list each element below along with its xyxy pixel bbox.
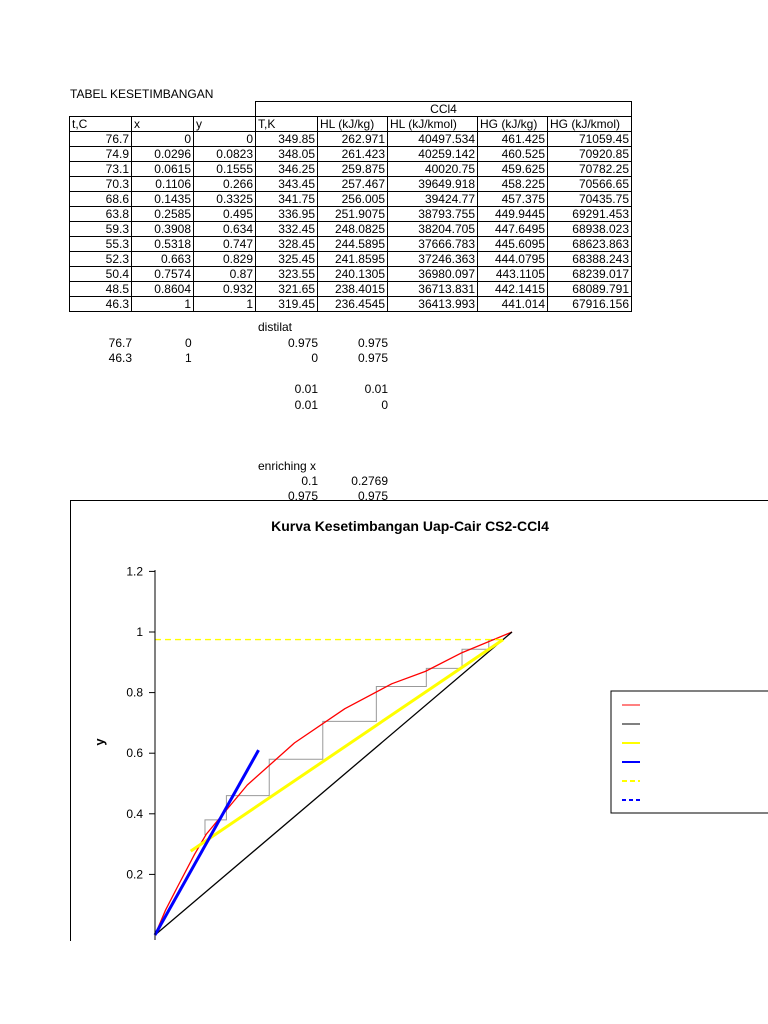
- table-cell[interactable]: 63.8: [70, 207, 132, 222]
- column-header[interactable]: T,K: [256, 117, 318, 132]
- table-cell[interactable]: 0.0615: [132, 162, 194, 177]
- table-cell[interactable]: 332.45: [256, 222, 318, 237]
- table-cell[interactable]: 238.4015: [318, 282, 388, 297]
- table-cell[interactable]: 447.6495: [478, 222, 548, 237]
- table-cell[interactable]: 59.3: [70, 222, 132, 237]
- block1-r0-c3[interactable]: 0.975: [357, 336, 388, 350]
- block1-r0-c0[interactable]: 76.7: [108, 336, 132, 350]
- table-cell[interactable]: 40020.75: [388, 162, 478, 177]
- y-tick-label: 0.4: [126, 806, 143, 821]
- table-cell[interactable]: 48.5: [70, 282, 132, 297]
- table-cell[interactable]: 349.85: [256, 132, 318, 147]
- table-cell[interactable]: 0.663: [132, 252, 194, 267]
- column-header[interactable]: HL (kJ/kmol): [388, 117, 478, 132]
- table-cell[interactable]: 1: [194, 297, 256, 312]
- table-cell[interactable]: 76.7: [70, 132, 132, 147]
- block2-r0-c0[interactable]: 0.01: [294, 382, 318, 396]
- y-tick-label: 1: [136, 625, 143, 639]
- table-cell[interactable]: 36980.097: [388, 267, 478, 282]
- table-cell[interactable]: 0.3908: [132, 222, 194, 237]
- table-cell[interactable]: 0.8604: [132, 282, 194, 297]
- table-cell[interactable]: 460.525: [478, 147, 548, 162]
- distilat-label[interactable]: distilat: [258, 320, 293, 334]
- table-cell[interactable]: 442.1415: [478, 282, 548, 297]
- table-cell[interactable]: 0.266: [194, 177, 256, 192]
- table-cell[interactable]: 36413.993: [388, 297, 478, 312]
- block1-r0-c2[interactable]: 0.975: [287, 336, 318, 350]
- table-cell[interactable]: 39649.918: [388, 177, 478, 192]
- table-cell[interactable]: 0.1106: [132, 177, 194, 192]
- column-header[interactable]: y: [194, 117, 256, 132]
- table-cell[interactable]: 323.55: [256, 267, 318, 282]
- block1-r1-c3[interactable]: 0.975: [357, 351, 388, 365]
- table-cell[interactable]: 0.0296: [132, 147, 194, 162]
- table-cell[interactable]: 1: [132, 297, 194, 312]
- table-cell[interactable]: 71059.45: [548, 132, 632, 147]
- table-cell[interactable]: 37666.783: [388, 237, 478, 252]
- block2-r0-c1[interactable]: 0.01: [364, 382, 388, 396]
- legend-box: [611, 691, 768, 813]
- table-cell[interactable]: 0.87: [194, 267, 256, 282]
- table-cell[interactable]: 319.45: [256, 297, 318, 312]
- table-cell[interactable]: 68.6: [70, 192, 132, 207]
- table-cell[interactable]: 0.932: [194, 282, 256, 297]
- table-cell[interactable]: 241.8595: [318, 252, 388, 267]
- table-cell[interactable]: 321.65: [256, 282, 318, 297]
- table-cell[interactable]: 36713.831: [388, 282, 478, 297]
- chart-title: Kurva Kesetimbangan Uap-Cair CS2-CCl4: [271, 518, 549, 534]
- sheet-title: TABEL KESETIMBANGAN: [70, 87, 214, 101]
- table-cell[interactable]: 259.875: [318, 162, 388, 177]
- table-cell[interactable]: 248.0825: [318, 222, 388, 237]
- table-cell[interactable]: 0.0823: [194, 147, 256, 162]
- table-cell[interactable]: 40497.534: [388, 132, 478, 147]
- column-header[interactable]: HL (kJ/kg): [318, 117, 388, 132]
- table-cell[interactable]: 70435.75: [548, 192, 632, 207]
- y-axis-label: y: [92, 738, 107, 746]
- table-cell[interactable]: 449.9445: [478, 207, 548, 222]
- group-header[interactable]: CCl4: [256, 102, 632, 117]
- table-cell[interactable]: 70782.25: [548, 162, 632, 177]
- y-tick-label: 0.2: [126, 867, 143, 882]
- table-cell[interactable]: 461.425: [478, 132, 548, 147]
- table-cell[interactable]: 74.9: [70, 147, 132, 162]
- table-cell[interactable]: 441.014: [478, 297, 548, 312]
- column-header[interactable]: x: [132, 117, 194, 132]
- table-cell[interactable]: 244.5895: [318, 237, 388, 252]
- table-cell[interactable]: 68089.791: [548, 282, 632, 297]
- table-cell[interactable]: 0.1555: [194, 162, 256, 177]
- table-cell[interactable]: 343.45: [256, 177, 318, 192]
- table-cell[interactable]: 444.0795: [478, 252, 548, 267]
- series-line-2: [191, 640, 503, 852]
- table-cell[interactable]: 37246.363: [388, 252, 478, 267]
- column-header[interactable]: HG (kJ/kg): [478, 117, 548, 132]
- table-cell[interactable]: 457.375: [478, 192, 548, 207]
- table-cell[interactable]: 39424.77: [388, 192, 478, 207]
- table-cell[interactable]: 50.4: [70, 267, 132, 282]
- block2-r1-c0[interactable]: 0.01: [294, 398, 318, 412]
- column-header[interactable]: t,C: [70, 117, 132, 132]
- table-cell[interactable]: 0.3325: [194, 192, 256, 207]
- table-cell[interactable]: 251.9075: [318, 207, 388, 222]
- block1-r1-c2[interactable]: 0: [311, 351, 318, 365]
- table-cell[interactable]: 262.971: [318, 132, 388, 147]
- table-cell[interactable]: 256.005: [318, 192, 388, 207]
- table-cell[interactable]: 0.747: [194, 237, 256, 252]
- table-cell[interactable]: 348.05: [256, 147, 318, 162]
- table-cell[interactable]: 38204.705: [388, 222, 478, 237]
- table-cell[interactable]: 443.1105: [478, 267, 548, 282]
- table-cell[interactable]: 67916.156: [548, 297, 632, 312]
- table-cell[interactable]: 70920.85: [548, 147, 632, 162]
- block1-r1-c1[interactable]: 1: [185, 351, 192, 365]
- table-cell[interactable]: 341.75: [256, 192, 318, 207]
- table-cell[interactable]: 0.829: [194, 252, 256, 267]
- table-cell[interactable]: 445.6095: [478, 237, 548, 252]
- column-header[interactable]: HG (kJ/kmol): [548, 117, 632, 132]
- table-cell[interactable]: 0.2585: [132, 207, 194, 222]
- table-cell[interactable]: 257.467: [318, 177, 388, 192]
- enriching-label[interactable]: enriching x: [258, 459, 317, 473]
- table-cell[interactable]: 70.3: [70, 177, 132, 192]
- table-cell[interactable]: 52.3: [70, 252, 132, 267]
- block3-r0-c1[interactable]: 0.2769: [351, 474, 388, 488]
- block1-r1-c0[interactable]: 46.3: [108, 351, 132, 365]
- block3-r0-c0[interactable]: 0.1: [301, 474, 318, 488]
- series-line-1: [155, 632, 512, 935]
- table-cell[interactable]: 236.4545: [318, 297, 388, 312]
- block3-r1-c1[interactable]: 0.975: [357, 489, 388, 503]
- table-cell[interactable]: 69291.453: [548, 207, 632, 222]
- table-cell[interactable]: 0: [194, 132, 256, 147]
- table-cell[interactable]: 68938.023: [548, 222, 632, 237]
- table-cell[interactable]: 458.225: [478, 177, 548, 192]
- block2-r1-c1[interactable]: 0: [381, 398, 388, 412]
- table-cell[interactable]: 70566.65: [548, 177, 632, 192]
- table-cell[interactable]: 0.7574: [132, 267, 194, 282]
- table-cell[interactable]: 0.1435: [132, 192, 194, 207]
- table-cell[interactable]: 38793.755: [388, 207, 478, 222]
- table-cell[interactable]: 40259.142: [388, 147, 478, 162]
- table-cell[interactable]: 240.1305: [318, 267, 388, 282]
- block3-r1-c0[interactable]: 0.975: [287, 489, 318, 503]
- table-cell[interactable]: 0.634: [194, 222, 256, 237]
- table-cell[interactable]: 261.423: [318, 147, 388, 162]
- table-cell[interactable]: 0.5318: [132, 237, 194, 252]
- block1-r0-c1[interactable]: 0: [185, 336, 192, 350]
- table-cell[interactable]: 0.495: [194, 207, 256, 222]
- table-cell[interactable]: 46.3: [70, 297, 132, 312]
- table-cell[interactable]: 328.45: [256, 237, 318, 252]
- table-cell[interactable]: 55.3: [70, 237, 132, 252]
- y-tick-label: 0.6: [126, 746, 143, 761]
- table-cell[interactable]: 459.625: [478, 162, 548, 177]
- table-cell[interactable]: 0: [132, 132, 194, 147]
- table-cell[interactable]: 336.95: [256, 207, 318, 222]
- table-cell[interactable]: 73.1: [70, 162, 132, 177]
- table-cell[interactable]: 325.45: [256, 252, 318, 267]
- table-cell[interactable]: 68388.243: [548, 252, 632, 267]
- table-cell[interactable]: 68239.017: [548, 267, 632, 282]
- y-tick-label: 1.2: [126, 564, 143, 579]
- table-cell[interactable]: 346.25: [256, 162, 318, 177]
- y-tick-label: 0.8: [126, 685, 143, 700]
- table-cell[interactable]: 68623.863: [548, 237, 632, 252]
